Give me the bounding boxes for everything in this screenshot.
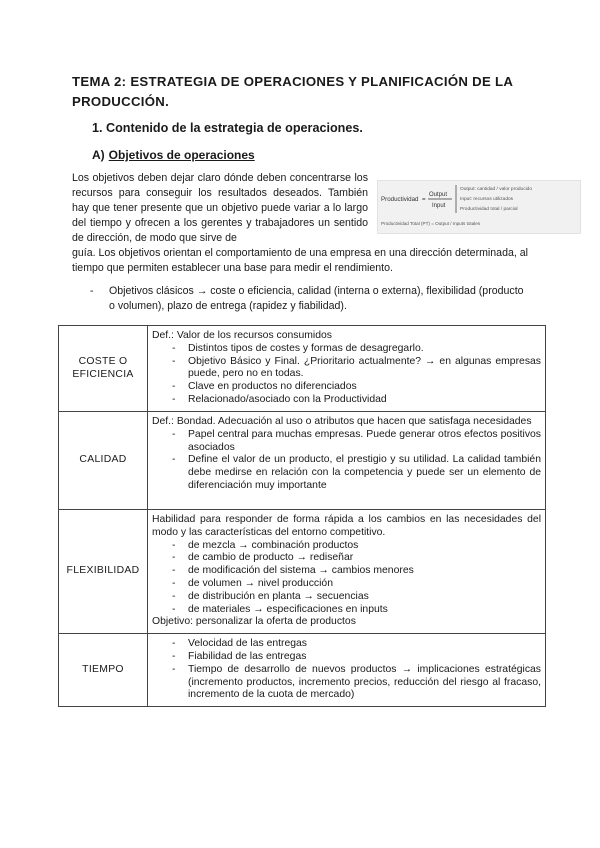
list-item: - Define el valor de un producto, el prestigio y su utilidad. La calidad también debe medirse en relación con la competencia y puede ser un elemento de diferenciación muy importante (152, 454, 541, 492)
coste-definition: Def.: Valor de los recursos consumidos (152, 330, 332, 341)
section-title: Contenido de la estrategia de operaciones. (106, 121, 363, 135)
flexibilidad-intro: Habilidad para responder de forma rápida a los cambios en las necesidades del modo y las características del entorno competitivo. (152, 514, 541, 538)
list-item: - Relacionado/asociado con la Productividad (152, 394, 541, 407)
list-item: - de distribución en planta → secuencias (152, 591, 541, 604)
bullet-dash: - (90, 285, 94, 297)
list-item: - de volumen → nivel producción (152, 578, 541, 591)
table-row-calidad (59, 412, 546, 510)
classic-objectives-bullet (90, 284, 528, 314)
table-row-coste (59, 326, 546, 412)
objectives-table (58, 325, 546, 707)
subsection-title: Objetivos de operaciones (108, 148, 255, 162)
desc-coste (148, 326, 546, 412)
subsection-heading (92, 147, 255, 163)
list-item: - de materiales → especificaciones en inputs (152, 604, 541, 617)
coste-list (152, 343, 541, 407)
calidad-definition: Def.: Bondad. Adecuación al uso o atributos que hacen que satisfaga necesidades (152, 416, 532, 427)
list-item: - Clave en productos no diferenciados (152, 381, 541, 394)
list-item: - Distintos tipos de costes y formas de desagregarlo. (152, 343, 541, 356)
tiempo-list (152, 638, 541, 702)
table-row-tiempo (59, 634, 546, 707)
desc-flexibilidad (148, 510, 546, 634)
formula-footer: Productividad Total (PT) = Output / Inputs totales (381, 221, 481, 226)
table-row-flexibilidad (59, 510, 546, 634)
label-coste: COSTE O EFICIENCIA (59, 326, 148, 412)
section-number: 1. (92, 121, 103, 135)
calidad-list (152, 429, 541, 493)
document-title: TEMA 2: ESTRATEGIA DE OPERACIONES Y PLANIFICACIÓN DE LA PRODUCCIÓN. (72, 74, 513, 109)
desc-tiempo (148, 634, 546, 707)
formula-numerator: Output (429, 192, 448, 198)
list-item: - Objetivo Básico y Final. ¿Prioritario actualmente? → en algunas empresas puede, pero no en todas. (152, 356, 541, 382)
formula-denominator: Input (432, 203, 446, 209)
flexibilidad-objective: Objetivo: personalizar la oferta de productos (152, 616, 356, 628)
label-tiempo: TIEMPO (59, 634, 148, 707)
intro-paragraph-wrapped: Los objetivos deben dejar claro dónde deben concentrarse los recursos para conseguir los resultados deseados. También hay que tener presente que un objetivo puede variar a lo largo del tiempo y ofrecen a los gerentes y trabajadores un sentido de dirección, de modo que sirve de (72, 172, 368, 244)
formula-main-label: Productividad (381, 196, 419, 203)
intro-paragraph-continued: guía. Los objetivos orientan el comportamiento de una empresa en una dirección determinada, al tiempo que permiten establecer una base para medir el rendimiento. (72, 247, 528, 274)
list-item: - Papel central para muchas empresas. Puede generar otros efectos positivos asociados (152, 429, 541, 455)
formula-right-line-2: Input: recursos utilizados (460, 197, 514, 202)
list-item: - de cambio de producto → rediseñar (152, 552, 541, 565)
formula-right-line-1: Output: cantidad / valor producido (460, 187, 532, 192)
productivity-formula-image (377, 180, 581, 234)
subsection-letter: A) (92, 148, 105, 162)
bullet-text: Objetivos clásicos → coste o eficiencia, calidad (interna o externa), flexibilidad (producto o volumen), plazo de entrega (rapidez y fiabilidad). (109, 285, 524, 312)
list-item: - Velocidad de las entregas (152, 638, 541, 651)
list-item: - Fiabilidad de las entregas (152, 651, 541, 664)
list-item: - de mezcla → combinación productos (152, 540, 541, 553)
svg-text:=: = (422, 196, 426, 203)
label-flexibilidad: FLEXIBILIDAD (59, 510, 148, 634)
list-item: - Tiempo de desarrollo de nuevos productos → implicaciones estratégicas (incremento productos, incremento precios, reducción del riesgo al fracaso, incremento de la cuota de mercado) (152, 664, 541, 702)
section-heading (92, 120, 363, 136)
formula-right-line-3: Productividad total / parcial (460, 207, 518, 212)
desc-calidad (148, 412, 546, 510)
flexibilidad-list (152, 540, 541, 617)
label-calidad: CALIDAD (59, 412, 148, 510)
list-item: - de modificación del sistema → cambios menores (152, 565, 541, 578)
